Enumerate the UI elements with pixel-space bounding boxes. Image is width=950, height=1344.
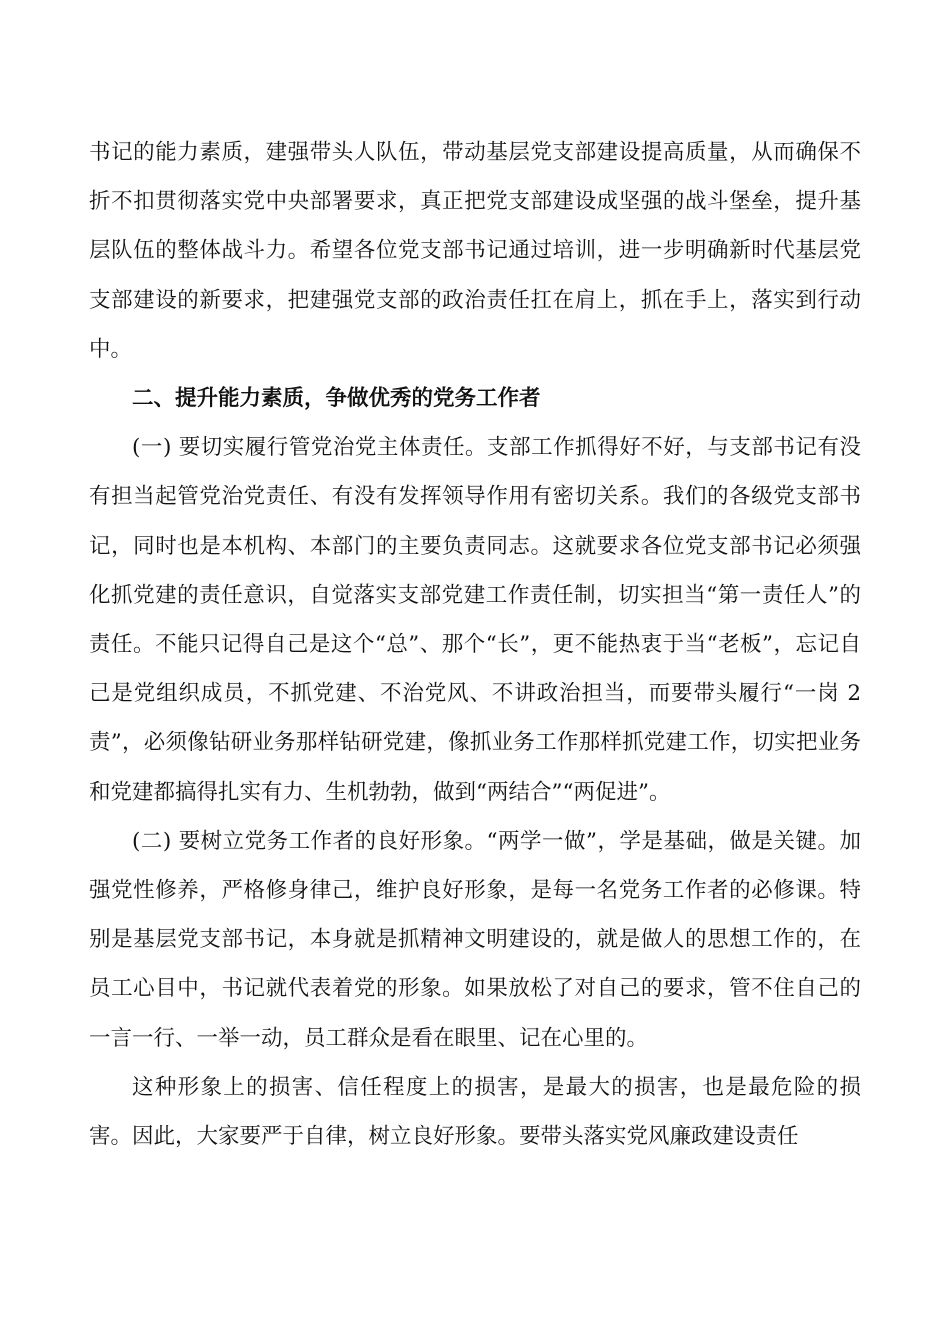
paragraph-damage: 这种形象上的损害、信任程度上的损害，是最大的损害，也是最危险的损害。因此，大家要严于自律，树立良好形象。要带头落实党风廉政建设责任: [89, 1074, 861, 1150]
paragraph-responsibility: (一) 要切实履行管党治党主体责任。支部工作抓得好不好，与支部书记有没有担当起管党治党责任、有没有发挥领导作用有密切关系。我们的各级党支部书记，同时也是本机构、本部门的主要负责同志。这就要求各位党支部书记必须强化抓党建的责任意识，自觉落实支部党建工作责任制，切实担当“第一责任人”的责任。不能只记得自己是这个“总”、那个“长”，更不能热衷于当“老板”，忘记自己是党组织成员，不抓党建、不治党风、不讲政治担当，而要带头履行“一岗 2 责”，必须像钻研业务那样钻研党建，像抓业务工作那样抓党建工作，切实把业务和党建都搞得扎实有力、生机勃勃，做到“两结合”“两促进”。: [89, 435, 861, 805]
paragraph-image: (二) 要树立党务工作者的良好形象。“两学一做”，学是基础，做是关键。加强党性修养，严格修身律己，维护良好形象，是每一名党务工作者的必修课。特别是基层党支部书记，本身就是抓精神文明建设的，就是做人的思想工作的，在员工心目中，书记就代表着党的形象。如果放松了对自己的要求，管不住自己的一言一行、一举一动，员工群众是看在眼里、记在心里的。: [89, 828, 861, 1051]
section-heading: 二、提升能力素质，争做优秀的党务工作者: [132, 386, 541, 412]
paragraph-continuation: 书记的能力素质，建强带头人队伍，带动基层党支部建设提高质量，从而确保不折不扣贯彻落实党中央部署要求，真正把党支部建设成坚强的战斗堡垒，提升基层队伍的整体战斗力。希望各位党支部书记通过培训，进一步明确新时代基层党支部建设的新要求，把建强党支部的政治责任扛在肩上，抓在手上，落实到行动中。: [89, 140, 861, 362]
document-body: [89, 128, 861, 1161]
